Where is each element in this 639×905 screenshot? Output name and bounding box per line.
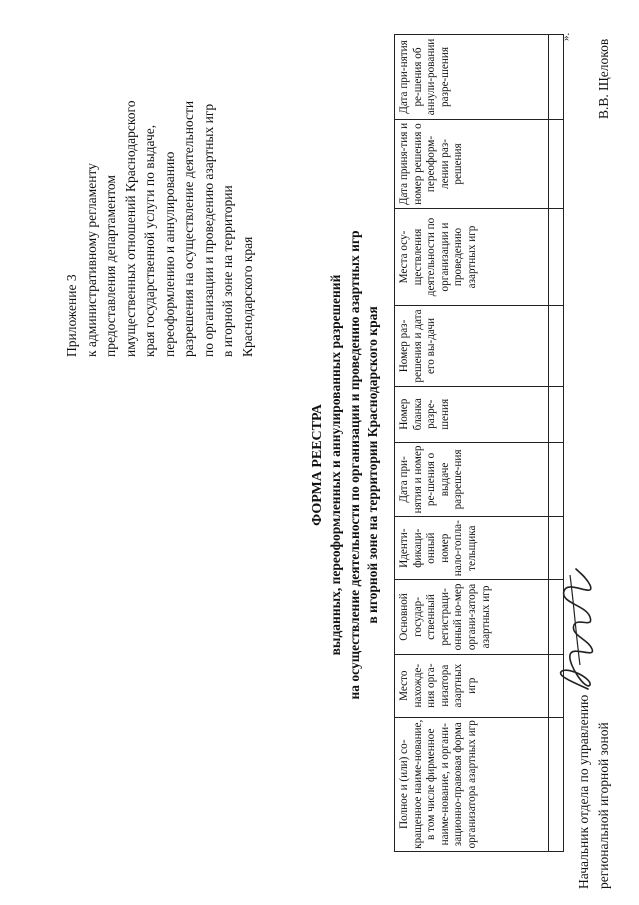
table-header-cell: Иденти-фикаци-онный номер нало-гопла-тельщика: [395, 517, 549, 580]
appendix-line: Краснодарского края: [239, 236, 255, 357]
appendix-line: по организации и проведению азартных игр: [200, 103, 216, 357]
table-header-cell: Дата при-нятия ре-шения об аннули-ровании разре-шения: [395, 35, 549, 120]
title-heading: ФОРМА РЕЕСТРА: [310, 404, 325, 526]
table-header-cell: Номер раз-решения и дата его вы-дачи: [395, 306, 549, 387]
table-cell: [549, 35, 564, 120]
table-cell: [549, 442, 564, 517]
registry-table: [394, 34, 564, 852]
appendix-line: разрешения на осуществление деятельности: [181, 100, 196, 357]
table-cell: [549, 208, 564, 305]
table-cell: [549, 717, 564, 851]
title-subtitle-line: в игорной зоне на территории Краснодарского края: [365, 306, 380, 624]
title-subtitle-line: выданных, переоформленных и аннулированных разрешений: [328, 274, 343, 656]
table-header-cell: Места осу-ществления деятельности по организации и проведению азартных игр: [395, 208, 549, 305]
table-cell: [549, 306, 564, 387]
position-line: региональной игорной зоной: [596, 722, 611, 889]
position-line: Начальник отдела по управлению: [576, 694, 591, 889]
appendix-line: Приложение 3: [64, 274, 79, 357]
table-header-cell: Место нахожде-ния орга-низатора азартных игр: [395, 654, 549, 717]
title-subtitle-line: на осуществление деятельности по организации и проведению азартных игр: [346, 230, 362, 700]
appendix-block: [62, 0, 257, 357]
table-header-row: [395, 35, 549, 852]
table-header-cell: Основной государ-ственный регистраци-онный но-мер органи-затора азартных игр: [395, 580, 549, 655]
appendix-line: предоставления департаментом: [103, 175, 118, 357]
appendix-line: переоформлению и аннулированию: [161, 151, 177, 357]
table-header-cell: Полное и (или) со-кращенное наиме-нование, в том числе фирменное наиме-нование, и органи-зационно-правовая форма организатора азартных игр: [395, 717, 549, 851]
appendix-line: края государственной услуги по выдаче,: [142, 124, 157, 357]
form-title: [308, 175, 383, 755]
signer-name: В.В. Щелоков: [596, 38, 611, 119]
table-header-cell: Дата приня-тия и номер решения о переоформ-лении раз-решения: [395, 120, 549, 209]
appendix-line: к административному регламенту: [83, 163, 99, 357]
table-header-cell: Дата при-нятия и номер ре-шения о выдаче разреше-ния: [395, 442, 549, 517]
handwritten-signature-icon: [540, 565, 610, 695]
table-cell: [549, 386, 564, 442]
appendix-line: имущественных отношений Краснодарского: [122, 100, 138, 357]
appendix-line: в игорной зоне на территории: [220, 185, 235, 357]
closing-quote-mark: ».: [560, 32, 572, 41]
table-header-cell: Номер бланка разре-шения: [395, 386, 549, 442]
table-cell: [549, 120, 564, 209]
table-row: [549, 35, 564, 852]
